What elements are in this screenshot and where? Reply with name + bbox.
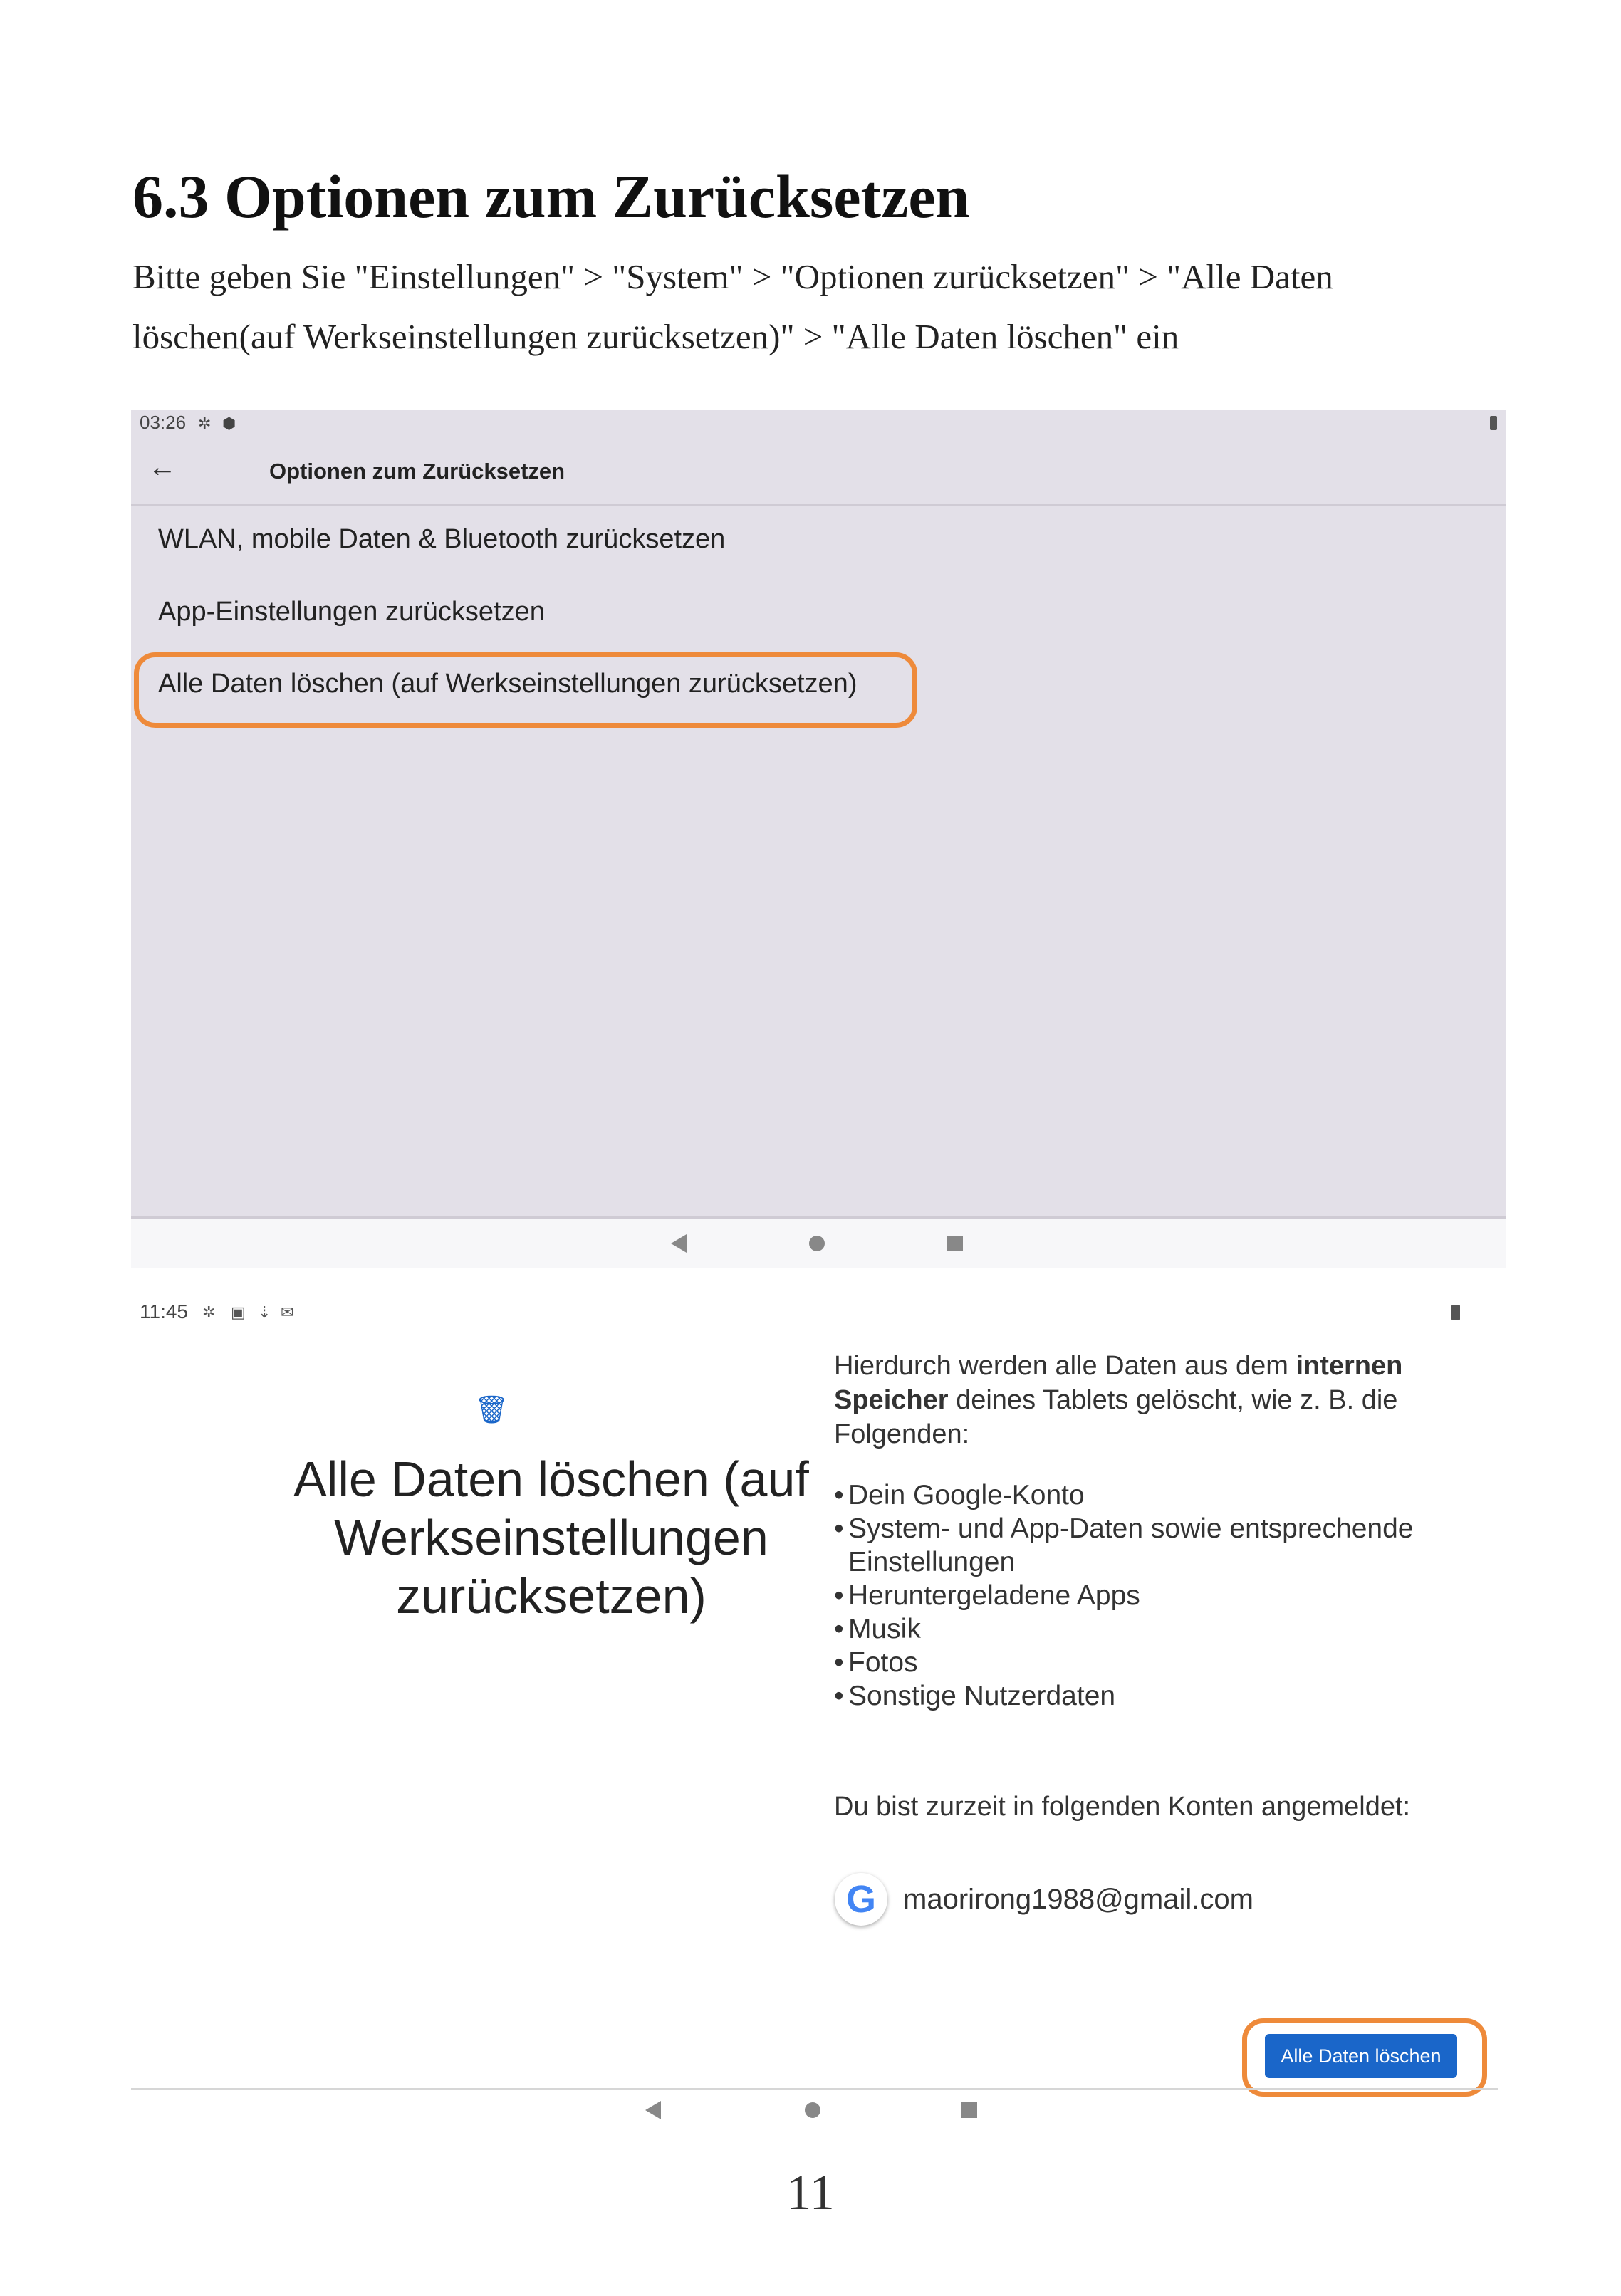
google-icon: G [835,1873,887,1926]
description-bold: internen Speicher [834,1351,1403,1415]
gear-icon: ✲ [198,414,212,432]
nav-back-icon[interactable] [671,1234,687,1253]
nav-home-icon[interactable] [809,1236,825,1251]
list-item: • Fotos [834,1646,1498,1679]
nav-back-icon[interactable] [645,2101,661,2119]
account-email: maorirong1988@gmail.com [903,1884,1253,1915]
screen-title: Optionen zum Zurücksetzen [269,459,565,484]
status-time: 03:26 [140,412,187,433]
navigation-bar [131,1219,1506,1268]
list-item: • Musik [834,1612,1498,1646]
back-arrow-icon[interactable]: ← [148,452,177,483]
erase-data-screen [131,1282,1498,2129]
page-title: Alle Daten löschen (auf Werkseinstellungen zurücksetzen) [293,1451,809,1624]
list-item: • System- und App-Daten sowie entsprechende Einstellungen [834,1512,1498,1579]
shield-icon: ⬢ [222,414,236,432]
option-erase-all-data[interactable]: Alle Daten löschen (auf Werkseinstellungen zurücksetzen) [158,669,858,699]
data-list [834,1478,1498,1713]
download-icon: ⇣ [258,1303,271,1321]
nav-home-icon[interactable] [805,2102,820,2118]
description-text: Hierdurch werden alle Daten aus dem [834,1351,1296,1381]
erase-all-data-button[interactable]: Alle Daten löschen [1265,2034,1457,2078]
highlight-marker [134,652,917,728]
calendar-icon: ▣ [231,1303,246,1321]
app-bar [131,436,1506,506]
nav-recents-icon[interactable] [961,2102,977,2118]
option-reset-network[interactable]: WLAN, mobile Daten & Bluetooth zurücksetzen [158,524,726,554]
reset-options-screen [131,410,1506,1265]
highlight-marker [1242,2018,1487,2097]
option-reset-app-preferences[interactable]: App-Einstellungen zurücksetzen [158,597,545,627]
page-number: 11 [786,2166,835,2221]
description-text-end: deines Tablets gelöscht, wie z. B. die Folgenden: [834,1385,1398,1449]
battery-icon [1490,416,1497,430]
status-time: 11:45 [140,1300,188,1322]
intro-line-1: Bitte geben Sie "Einstellungen" > "System" > "Optionen zurücksetzen" > "Alle Daten [132,257,1333,296]
list-item: • Heruntergeladene Apps [834,1579,1498,1612]
erase-description [834,1349,1461,1451]
list-item: • Dein Google-Konto [834,1478,1498,1512]
nav-recents-icon[interactable] [947,1236,963,1251]
intro-line-2: löschen(auf Werkseinstellungen zurücksetzen)" > "Alle Daten löschen" ein [132,317,1179,356]
mail-icon: ✉ [281,1303,294,1321]
trash-icon: 🗑 [474,1395,509,1425]
list-item: • Sonstige Nutzerdaten [834,1679,1498,1713]
status-bar [131,410,1506,436]
accounts-label: Du bist zurzeit in folgenden Konten angemeldet: [834,1792,1411,1822]
divider [131,2088,1498,2090]
section-title: 6.3 Optionen zum Zurücksetzen [132,162,970,231]
battery-icon [1451,1305,1460,1320]
gear-icon: ✲ [202,1303,216,1321]
